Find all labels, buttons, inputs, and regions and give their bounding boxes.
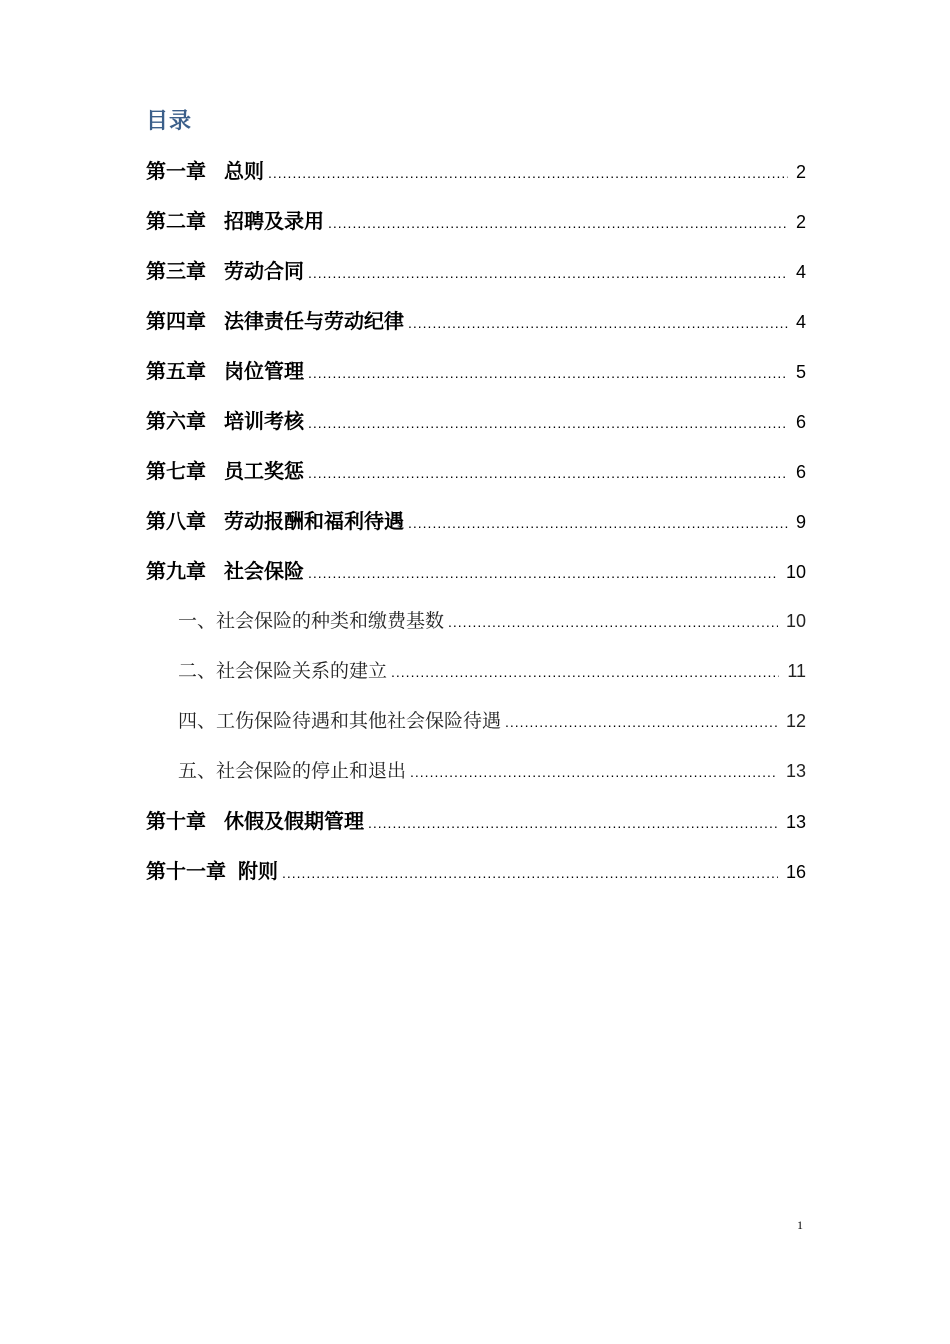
toc-subentry[interactable]: [178, 706, 806, 736]
toc-page-number: 12: [785, 711, 806, 731]
toc-entry-title: 培训考核: [224, 409, 304, 433]
toc-leader-dots: [268, 158, 788, 188]
toc-entry-title: 总则: [224, 159, 264, 183]
toc-entry[interactable]: [146, 206, 806, 236]
toc-entry[interactable]: [146, 556, 806, 586]
toc-entry-title: 社会保险: [224, 559, 304, 583]
toc-leader-dots: [328, 208, 788, 238]
page-number: 1: [797, 1218, 803, 1232]
toc-subentry-title: 五、社会保险的停止和退出: [178, 760, 407, 782]
toc-chapter-number: 第八章: [146, 509, 206, 533]
toc-entry[interactable]: [146, 456, 806, 486]
toc-entry-title: 劳动报酬和福利待遇: [224, 509, 404, 533]
toc-page-number: 11: [787, 661, 806, 681]
toc-page-number: 5: [795, 362, 806, 382]
toc-entry[interactable]: [146, 506, 806, 536]
toc-leader-dots: [505, 707, 778, 737]
toc-entry-title: 法律责任与劳动纪律: [224, 309, 404, 333]
toc-entry-title: 员工奖惩: [224, 459, 304, 483]
toc-page-number: 10: [785, 611, 806, 631]
toc-page-number: 6: [795, 412, 806, 432]
toc-leader-dots: [410, 757, 778, 787]
toc-entry-title: 休假及假期管理: [224, 809, 364, 833]
toc-entry-title: 附则: [238, 859, 278, 883]
toc-page-number: 4: [795, 312, 806, 332]
toc-chapter-number: 第十章: [146, 809, 206, 833]
toc-entry[interactable]: [146, 806, 806, 836]
toc-page-number: 6: [795, 462, 806, 482]
toc-leader-dots: [391, 657, 779, 687]
toc-chapter-number: 第七章: [146, 459, 206, 483]
toc-entry[interactable]: [146, 856, 806, 886]
toc-title: 目录: [146, 109, 193, 134]
toc-entry-title: 岗位管理: [224, 359, 304, 383]
toc-chapter-number: 第六章: [146, 409, 206, 433]
toc-entry[interactable]: [146, 306, 806, 336]
toc-entry-title: 招聘及录用: [224, 209, 324, 233]
toc-chapter-number: 第九章: [146, 559, 206, 583]
toc-chapter-number: 第五章: [146, 359, 206, 383]
toc-leader-dots: [408, 308, 788, 338]
toc-chapter-number: 第三章: [146, 259, 206, 283]
toc-leader-dots: [282, 858, 778, 888]
toc-page-number: 13: [785, 761, 806, 781]
toc-leader-dots: [448, 607, 778, 637]
toc-page-number: 9: [795, 512, 806, 532]
toc-chapter-number: 第一章: [146, 159, 206, 183]
toc-page-number: 2: [795, 162, 806, 182]
toc-entry-title: 劳动合同: [224, 259, 304, 283]
toc-entry[interactable]: [146, 156, 806, 186]
toc-leader-dots: [368, 808, 778, 838]
toc-page-number: 4: [795, 262, 806, 282]
toc-leader-dots: [308, 358, 788, 388]
toc-leader-dots: [308, 458, 788, 488]
toc-subentry-title: 一、社会保险的种类和缴费基数: [178, 610, 445, 632]
toc-subentry-title: 二、社会保险关系的建立: [178, 660, 388, 682]
toc-subentry[interactable]: [178, 656, 806, 686]
toc-subentry-title: 四、工伤保险待遇和其他社会保险待遇: [178, 710, 502, 732]
toc-leader-dots: [308, 558, 778, 588]
toc-leader-dots: [308, 408, 788, 438]
toc-page-number: 16: [785, 862, 806, 882]
toc-page-number: 13: [785, 812, 806, 832]
toc-subentry[interactable]: [178, 756, 806, 786]
toc-subentry[interactable]: [178, 606, 806, 636]
toc-leader-dots: [308, 258, 788, 288]
toc-chapter-number: 第十一章: [146, 859, 226, 883]
toc-chapter-number: 第四章: [146, 309, 206, 333]
toc-leader-dots: [408, 508, 788, 538]
toc-chapter-number: 第二章: [146, 209, 206, 233]
toc-page-number: 10: [785, 562, 806, 582]
toc-entry[interactable]: [146, 356, 806, 386]
toc-entry[interactable]: [146, 256, 806, 286]
toc-page-number: 2: [795, 212, 806, 232]
toc-entry[interactable]: [146, 406, 806, 436]
